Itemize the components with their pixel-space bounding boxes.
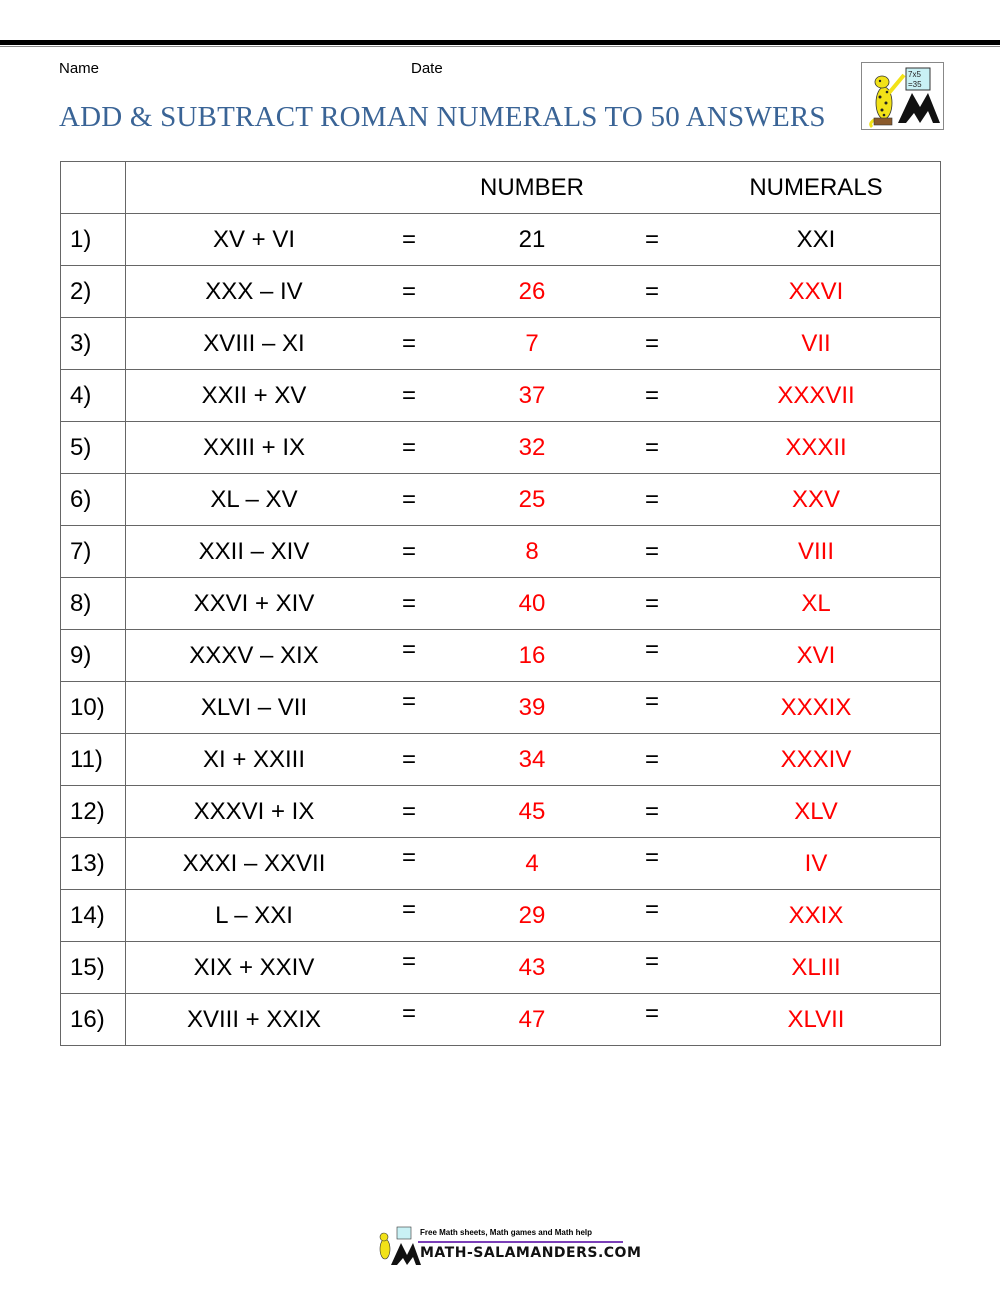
equals-sign: = — [645, 636, 660, 663]
equals-sign: = — [645, 538, 660, 565]
equals-sign: = — [645, 798, 660, 825]
answer-number: 34 — [518, 746, 546, 773]
answer-numerals: XLIII — [791, 954, 841, 981]
table-row — [61, 942, 941, 994]
answer-numerals: XL — [801, 590, 831, 617]
question-number: 5) — [61, 422, 126, 474]
question-number: 14) — [61, 890, 126, 942]
table-row — [61, 890, 941, 942]
table-row — [61, 578, 941, 630]
question-cell — [126, 422, 941, 474]
question-cell — [126, 630, 941, 682]
equals-sign: = — [402, 688, 417, 715]
table-row — [61, 526, 941, 578]
equals-sign: = — [645, 590, 660, 617]
question-number: 16) — [61, 994, 126, 1046]
page-title: ADD & SUBTRACT ROMAN NUMERALS TO 50 ANSWERS — [59, 101, 826, 133]
question-number: 12) — [61, 786, 126, 838]
question-number: 8) — [61, 578, 126, 630]
header-number: NUMBER — [479, 174, 584, 201]
equals-sign: = — [402, 896, 417, 923]
footer-divider — [418, 1241, 623, 1243]
salamander-teacher-icon — [862, 63, 943, 129]
question-cell — [126, 474, 941, 526]
question-cell — [126, 214, 941, 266]
answer-numerals: XLV — [794, 798, 838, 825]
equals-sign: = — [645, 278, 660, 305]
answer-numerals: XXVI — [788, 278, 844, 305]
equals-sign: = — [402, 636, 417, 663]
equals-sign: = — [402, 590, 417, 617]
table-row — [61, 838, 941, 890]
question-number: 7) — [61, 526, 126, 578]
roman-problem: XXII + XV — [201, 382, 307, 409]
answer-number: 29 — [518, 902, 546, 929]
answer-numerals: VIII — [797, 538, 834, 565]
svg-text:=35: =35 — [908, 80, 922, 89]
footer-site-link[interactable]: MATH-SALAMANDERS.COM — [420, 1245, 642, 1261]
salamander-logo — [861, 62, 944, 130]
table-row — [61, 682, 941, 734]
table-row — [61, 734, 941, 786]
equals-sign: = — [645, 330, 660, 357]
question-cell — [126, 318, 941, 370]
equals-sign: = — [402, 486, 417, 513]
question-number: 9) — [61, 630, 126, 682]
roman-problem: XIX + XXIV — [193, 954, 315, 981]
header-numerals: NUMERALS — [749, 174, 883, 201]
equals-sign: = — [402, 278, 417, 305]
equals-sign: = — [645, 1000, 660, 1027]
question-cell — [126, 526, 941, 578]
equals-sign: = — [645, 382, 660, 409]
equals-sign: = — [645, 948, 660, 975]
equals-sign: = — [402, 538, 417, 565]
top-rule-thin — [0, 46, 1000, 47]
roman-problem: XLVI – VII — [200, 694, 308, 721]
equals-sign: = — [402, 382, 417, 409]
table-row — [61, 370, 941, 422]
name-label: Name — [59, 60, 100, 77]
question-cell — [126, 578, 941, 630]
roman-problem: XXIII + IX — [202, 434, 306, 461]
header-cell — [126, 162, 941, 214]
answer-number: 4 — [525, 850, 539, 877]
answer-number: 37 — [518, 382, 546, 409]
answer-number: 40 — [518, 590, 546, 617]
question-number: 15) — [61, 942, 126, 994]
equals-sign: = — [402, 226, 417, 253]
roman-problem: XVIII + XXIX — [186, 1006, 322, 1033]
question-cell — [126, 942, 941, 994]
table-row — [61, 318, 941, 370]
answer-numerals: XXV — [791, 486, 841, 513]
equals-sign: = — [402, 1000, 417, 1027]
answer-numerals: VII — [801, 330, 831, 357]
equals-sign: = — [645, 844, 660, 871]
table-row — [61, 994, 941, 1046]
answer-numerals: IV — [804, 850, 828, 877]
question-number: 10) — [61, 682, 126, 734]
answer-number: 7 — [525, 330, 539, 357]
roman-problem: XXII – XIV — [198, 538, 310, 565]
equals-sign: = — [402, 746, 417, 773]
question-cell — [126, 838, 941, 890]
question-number: 13) — [61, 838, 126, 890]
question-cell — [126, 682, 941, 734]
question-number: 1) — [61, 214, 126, 266]
equals-sign: = — [402, 798, 417, 825]
table-header-row — [61, 162, 941, 214]
answer-number: 39 — [518, 694, 546, 721]
footer-salamander-icon — [373, 1225, 423, 1267]
equals-sign: = — [402, 434, 417, 461]
answer-number: 32 — [518, 434, 546, 461]
roman-problem: XXX – IV — [205, 278, 303, 305]
answer-number: 8 — [525, 538, 539, 565]
answer-numerals: XXXIV — [780, 746, 852, 773]
answer-number: 25 — [518, 486, 546, 513]
roman-problem: XXXV – XIX — [189, 642, 319, 669]
equals-sign: = — [645, 896, 660, 923]
question-number: 6) — [61, 474, 126, 526]
answer-number: 47 — [518, 1006, 546, 1033]
answer-numerals: XXXVII — [777, 382, 855, 409]
table-row — [61, 630, 941, 682]
answer-number: 16 — [518, 642, 546, 669]
roman-problem: XVIII – XI — [203, 330, 305, 357]
question-cell — [126, 266, 941, 318]
roman-problem: XL – XV — [210, 486, 298, 513]
answer-number: 45 — [518, 798, 546, 825]
question-number: 3) — [61, 318, 126, 370]
question-cell — [126, 734, 941, 786]
equals-sign: = — [645, 434, 660, 461]
equals-sign: = — [402, 844, 417, 871]
table-row — [61, 474, 941, 526]
equals-sign: = — [645, 746, 660, 773]
answer-numerals: XXIX — [788, 902, 844, 929]
equals-sign: = — [645, 226, 660, 253]
footer-tagline: Free Math sheets, Math games and Math help — [420, 1228, 593, 1237]
table-row — [61, 786, 941, 838]
answer-number: 26 — [518, 278, 546, 305]
answer-numerals: XXXIX — [780, 694, 852, 721]
roman-problem: L – XXI — [215, 902, 293, 929]
equals-sign: = — [402, 948, 417, 975]
roman-problem: XV + VI — [212, 226, 296, 253]
date-label: Date — [411, 60, 443, 77]
answer-numerals: XXI — [796, 226, 836, 253]
roman-problem: XXXI – XXVII — [182, 850, 326, 877]
answer-number: 21 — [518, 226, 546, 253]
roman-problem: XXVI + XIV — [193, 590, 315, 617]
answer-number: 43 — [518, 954, 546, 981]
table-row — [61, 266, 941, 318]
question-cell — [126, 786, 941, 838]
question-number: 4) — [61, 370, 126, 422]
question-cell — [126, 370, 941, 422]
question-number: 2) — [61, 266, 126, 318]
answer-numerals: XXXII — [785, 434, 847, 461]
question-number: 11) — [61, 734, 126, 786]
question-cell — [126, 994, 941, 1046]
equals-sign: = — [645, 486, 660, 513]
answer-numerals: XVI — [796, 642, 836, 669]
question-cell — [126, 890, 941, 942]
svg-text:7x5: 7x5 — [908, 70, 921, 79]
header-blank-cell — [61, 162, 126, 214]
roman-problem: XI + XXIII — [202, 746, 306, 773]
answer-numerals: XLVII — [787, 1006, 845, 1033]
equals-sign: = — [402, 330, 417, 357]
top-rule — [0, 40, 1000, 45]
table-row — [61, 214, 941, 266]
equals-sign: = — [645, 688, 660, 715]
roman-problem: XXXVI + IX — [193, 798, 315, 825]
answer-table — [60, 161, 941, 1046]
table-row — [61, 422, 941, 474]
